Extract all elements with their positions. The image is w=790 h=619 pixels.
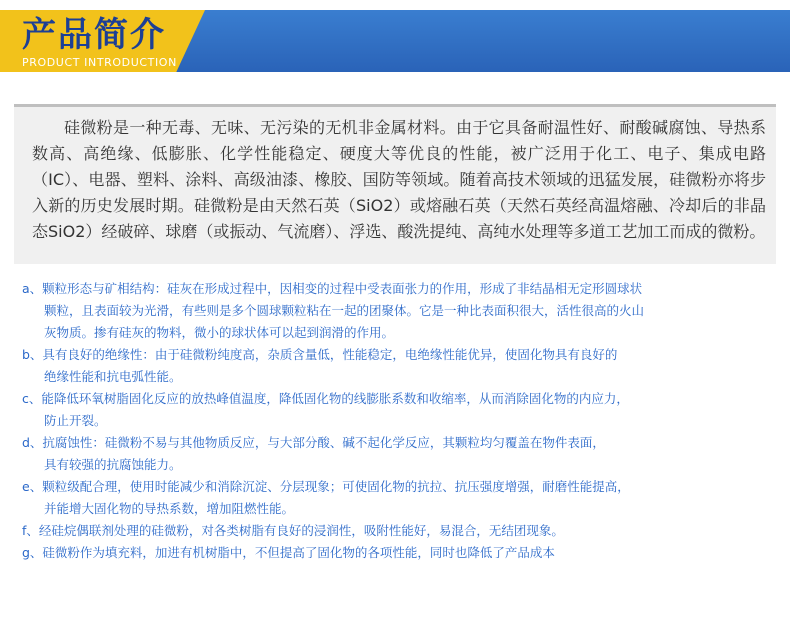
feature-line: a、颗粒形态与矿相结构：硅灰在形成过程中，因相变的过程中受表面张力的作用，形成了非结晶相无定形圆球状 (22, 281, 643, 296)
feature-item-e (22, 476, 762, 520)
feature-line: 灰物质。掺有硅灰的物料，微小的球状体可以起到润滑的作用。 (44, 325, 395, 340)
feature-line: b、具有良好的绝缘性：由于硅微粉纯度高，杂质含量低，性能稳定，电绝缘性能优异，使固化物具有良好的 (22, 347, 618, 362)
page-subtitle: PRODUCT INTRODUCTION (22, 56, 177, 69)
feature-line: 颗粒，且表面较为光滑，有些则是多个圆球颗粒粘在一起的团聚体。它是一种比表面积很大，活性很高的火山 (44, 303, 645, 318)
page-title: 产品简介 (22, 15, 166, 55)
intro-box (14, 104, 776, 264)
feature-item-a (22, 278, 762, 344)
feature-line: c、能降低环氧树脂固化反应的放热峰值温度，降低固化物的线膨胀系数和收缩率，从而消除固化物的内应力， (22, 391, 629, 406)
header-banner (0, 0, 790, 82)
feature-item-d (22, 432, 762, 476)
feature-line: 防止开裂。 (44, 413, 107, 428)
feature-line: 绝缘性能和抗电弧性能。 (44, 369, 182, 384)
feature-line: 并能增大固化物的导热系数，增加阻燃性能。 (44, 501, 295, 516)
feature-line: g、硅微粉作为填充料，加进有机树脂中，不但提高了固化物的各项性能，同时也降低了产品成本 (22, 545, 555, 560)
feature-list (22, 278, 762, 564)
feature-line: f、经硅烷偶联剂处理的硅微粉，对各类树脂有良好的浸润性，吸附性能好，易混合，无结团现象。 (22, 523, 564, 538)
feature-item-c (22, 388, 762, 432)
feature-line: e、颗粒级配合理，使用时能减少和消除沉淀、分层现象；可使固化物的抗拉、抗压强度增强，耐磨性能提高， (22, 479, 630, 494)
feature-item-b (22, 344, 762, 388)
feature-line: d、抗腐蚀性：硅微粉不易与其他物质反应，与大部分酸、碱不起化学反应，其颗粒均匀覆盖在物件表面， (22, 435, 605, 450)
intro-text: 硅微粉是一种无毒、无味、无污染的无机非金属材料。由于它具备耐温性好、耐酸碱腐蚀、导热系数高、高绝缘、低膨胀、化学性能稳定、硬度大等优良的性能，被广泛用于化工、电子、集成电路（IC）、电器、塑料、涂料、高级油漆、橡胶、国防等领域。随着高技术领域的迅猛发展，硅微粉亦将步入新的历史发展时期。硅微粉是由天然石英（SiO2）或熔融石英（天然石英经高温熔融、冷却后的非晶态SiO2）经破碎、球磨（或振动、气流磨）、浮选、酸洗提纯、高纯水处理等多道工艺加工而成的微粉。 (32, 118, 766, 241)
feature-item-f (22, 520, 762, 542)
feature-item-g (22, 542, 762, 564)
feature-line: 具有较强的抗腐蚀能力。 (44, 457, 182, 472)
